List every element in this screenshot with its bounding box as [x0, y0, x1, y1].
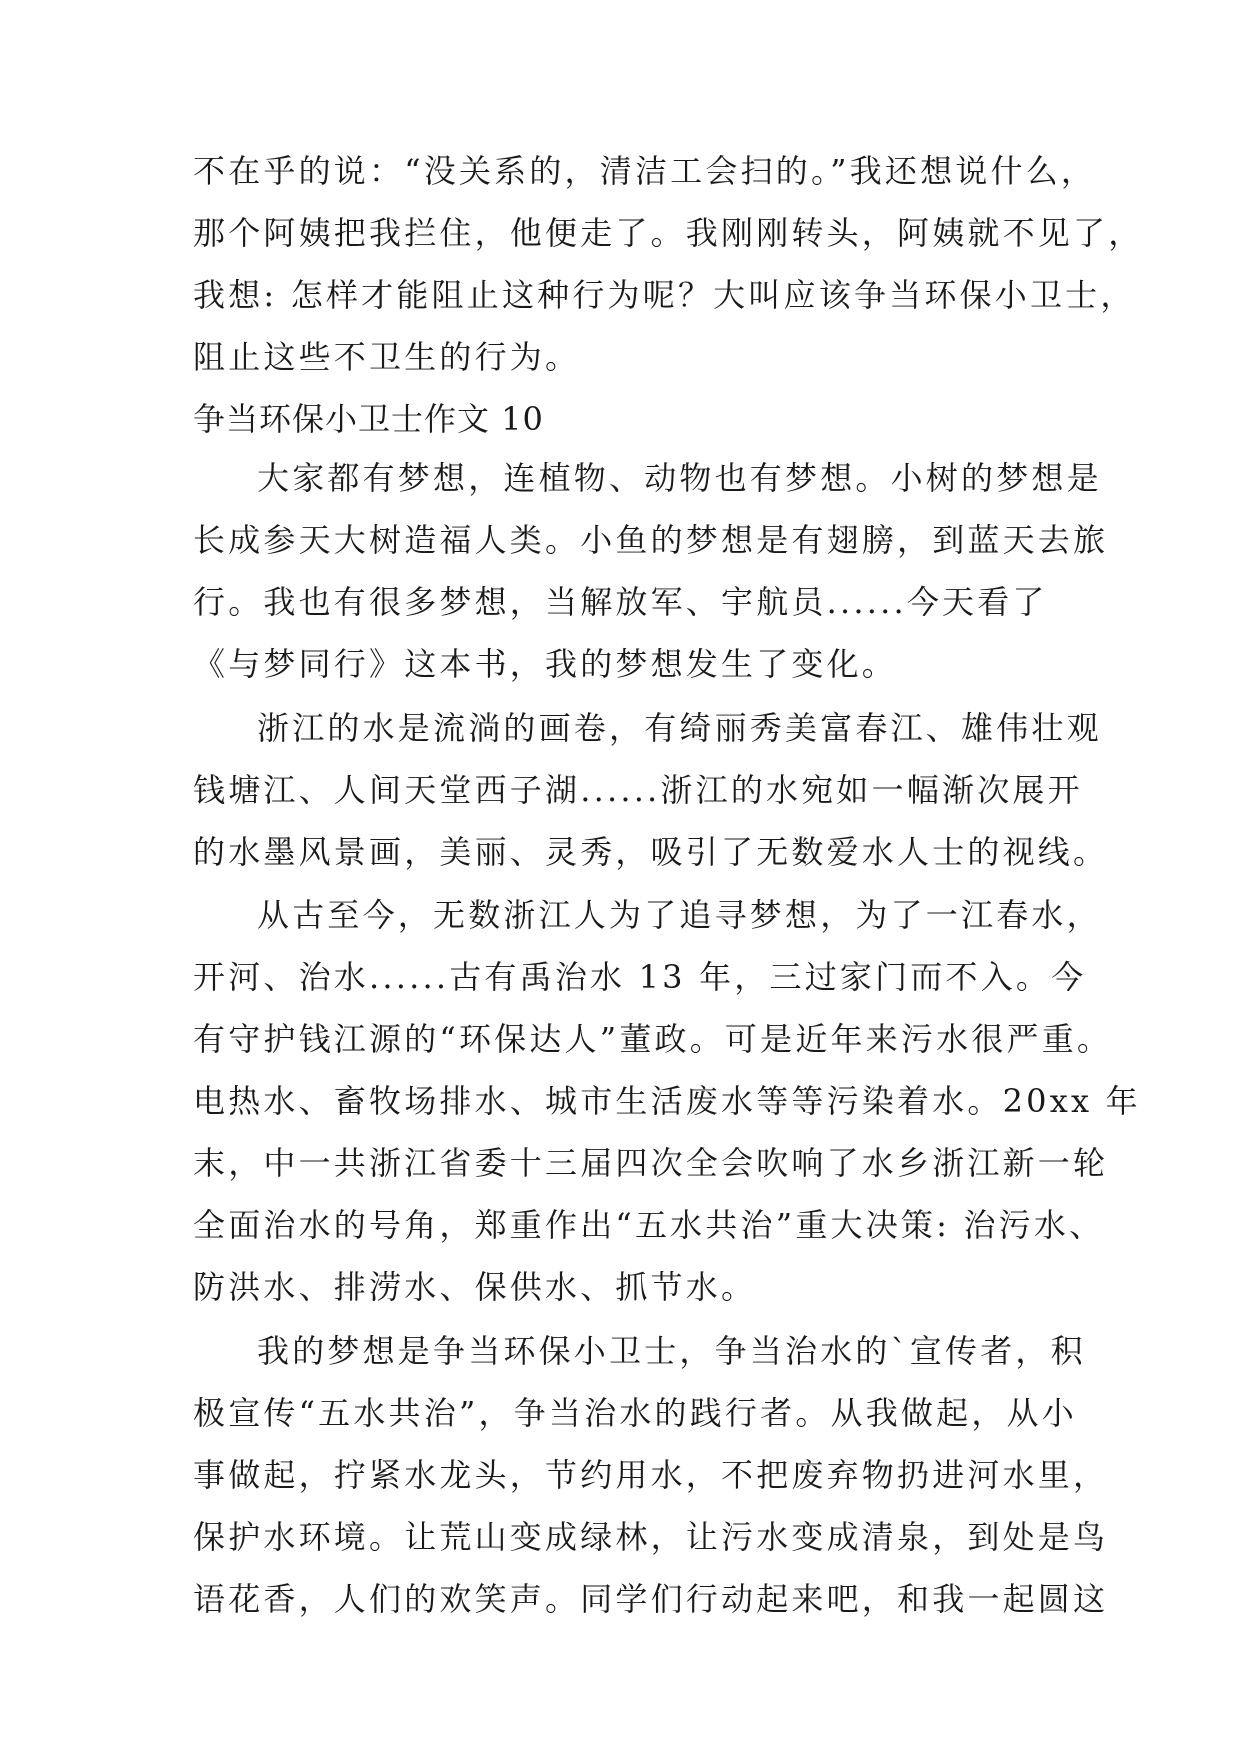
text-line: 不在乎的说：“没关系的，清洁工会扫的。”我还想说什么， [193, 152, 1097, 190]
text-line: 极宣传“五水共治”，争当治水的践行者。从我做起，从小 [193, 1394, 1077, 1432]
text-line: 《与梦同行》这本书，我的梦想发生了变化。 [193, 645, 898, 683]
text-line: 长成参天大树造福人类。小鱼的梦想是有翅膀，到蓝天去旅 [193, 521, 1109, 559]
text-line: 开河、治水......古有禹治水 13 年，三过家门而不入。今 [193, 958, 1087, 996]
paragraph-first-line: 从古至今，无数浙江人为了追寻梦想，为了一江春水， [257, 896, 1102, 934]
text-line: 全面治水的号角，郑重作出“五水共治”重大决策: 治污水、 [193, 1206, 1105, 1244]
paragraph-first-line: 大家都有梦想，连植物、动物也有梦想。小树的梦想是 [257, 459, 1102, 497]
text-line: 阻止这些不卫生的行为。 [193, 338, 581, 376]
text-line: 钱塘江、人间天堂西子湖......浙江的水宛如一幅渐次展开 [193, 771, 1083, 809]
text-line: 的水墨风景画，美丽、灵秀，吸引了无数爱水人士的视线。 [193, 833, 1109, 871]
section-heading: 争当环保小卫士作文 10 [193, 400, 544, 438]
text-line: 行。我也有很多梦想，当解放军、宇航员......今天看了 [193, 583, 1048, 621]
paragraph-first-line: 浙江的水是流淌的画卷，有绮丽秀美富春江、雄伟壮观 [257, 709, 1102, 747]
text-line: 语花香，人们的欢笑声。同学们行动起来吧，和我一起圆这 [193, 1580, 1109, 1618]
paragraph-first-line: 我的梦想是争当环保小卫士，争当治水的`宣传者，积 [257, 1332, 1086, 1370]
text-line: 有守护钱江源的“环保达人”董政。可是近年来污水很严重。 [193, 1020, 1113, 1058]
text-line: 电热水、畜牧场排水、城市生活废水等等污染着水。20xx 年 [193, 1082, 1141, 1120]
text-line: 事做起，拧紧水龙头，节约用水，不把废弃物扔进河水里， [193, 1456, 1109, 1494]
text-line: 保护水环境。让荒山变成绿林，让污水变成清泉，到处是鸟 [193, 1518, 1109, 1556]
text-line: 末，中一共浙江省委十三届四次全会吹响了水乡浙江新一轮 [193, 1144, 1109, 1182]
text-line: 我想: 怎样才能阻止这种行为呢？大叫应该争当环保小卫士， [193, 276, 1136, 314]
text-line: 防洪水、排涝水、保供水、抓节水。 [193, 1268, 757, 1306]
text-line: 那个阿姨把我拦住，他便走了。我刚刚转头，阿姨就不见了， [193, 214, 1144, 252]
